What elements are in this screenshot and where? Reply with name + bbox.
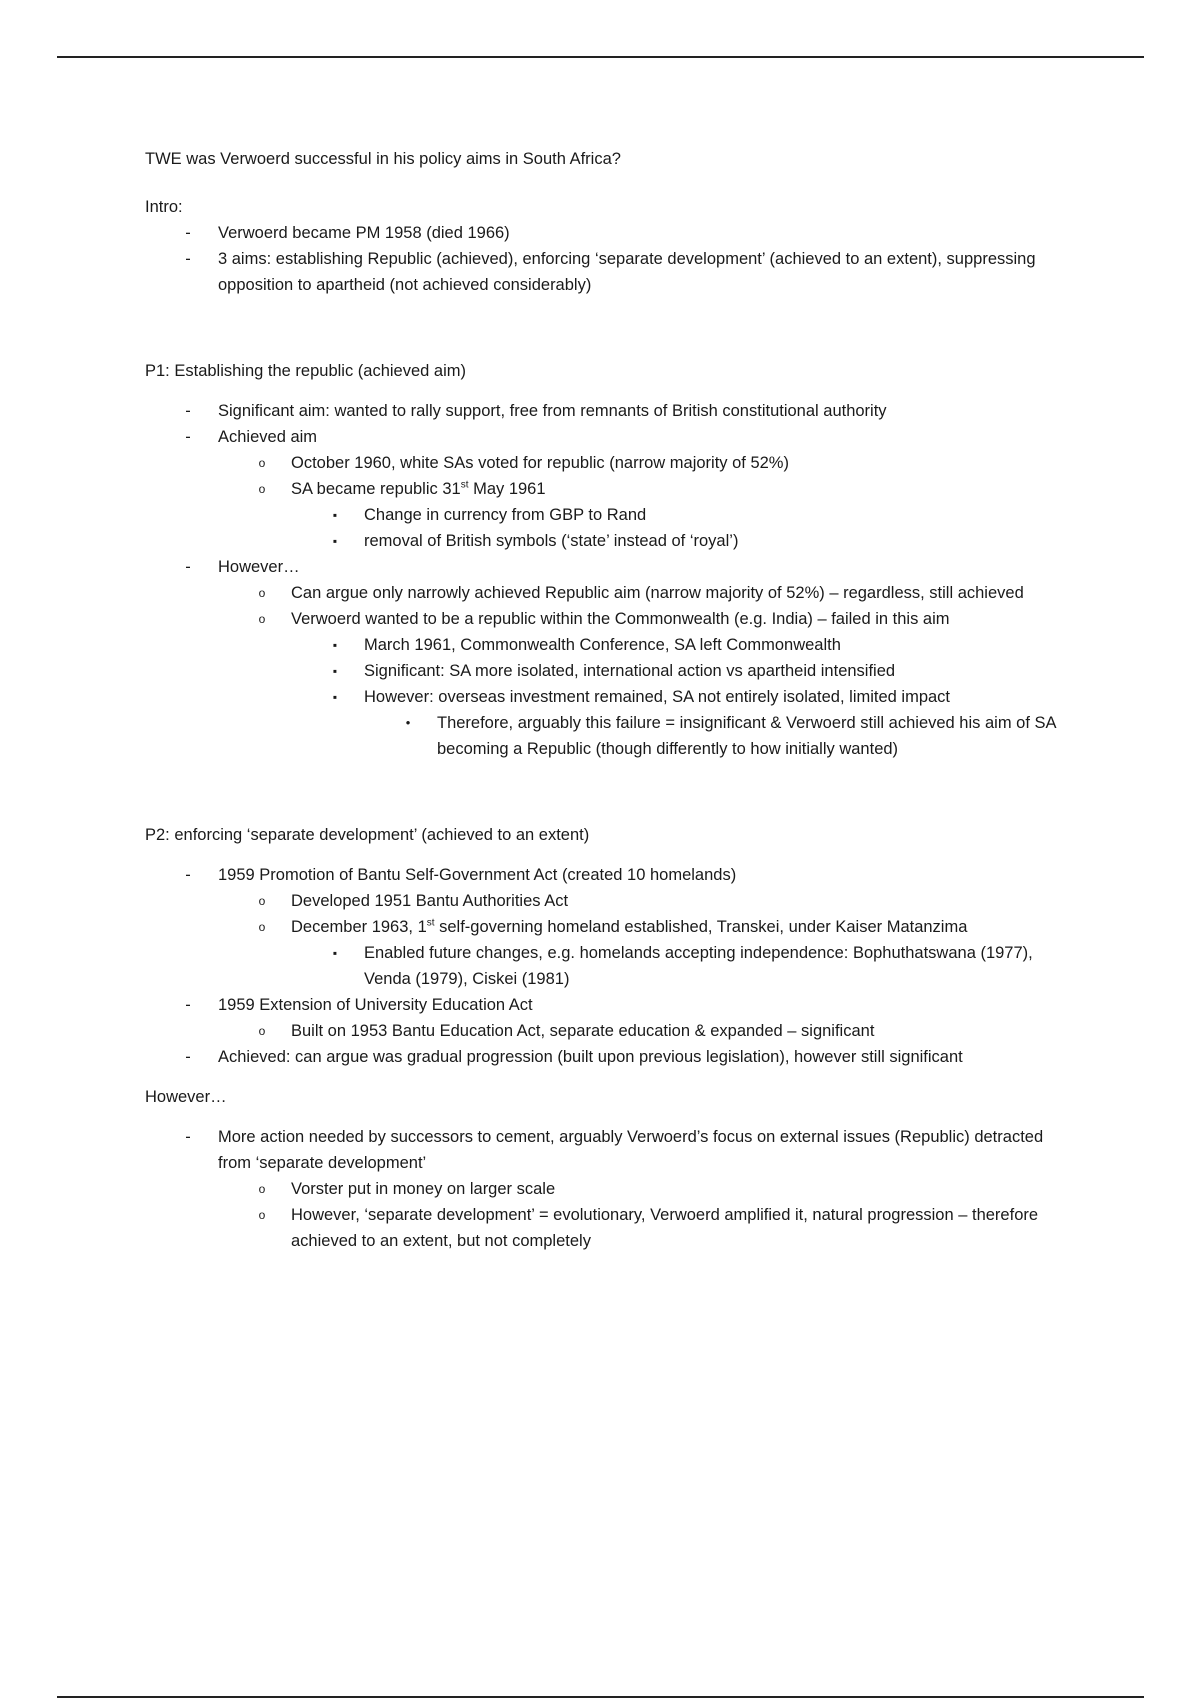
intro-item-text: Verwoerd became PM 1958 (died 1966)	[218, 224, 510, 242]
p2-subsubitem	[145, 940, 1065, 992]
p1-subitem	[145, 606, 1065, 632]
p1-october: October 1960, white SAs voted for republic (narrow majority of 52%)	[291, 454, 789, 472]
circle-bullet: o	[258, 1024, 266, 1038]
p1-item	[145, 398, 1065, 424]
intro-heading: Intro:	[145, 198, 183, 216]
p1-item	[145, 424, 1065, 450]
p1-march: March 1961, Commonwealth Conference, SA left Commonwealth	[364, 636, 841, 654]
p2-subitem	[145, 1176, 1065, 1202]
p1-item	[145, 554, 1065, 580]
p1-subsubitem	[145, 632, 1065, 658]
p2-however: However…	[145, 1088, 227, 1106]
circle-bullet: o	[258, 1208, 266, 1222]
essay-title: TWE was Verwoerd successful in his policy aims in South Africa?	[145, 150, 621, 168]
p2-item	[145, 992, 1065, 1018]
dash-bullet: -	[185, 1048, 191, 1066]
p2-enabled: Enabled future changes, e.g. homelands accepting independence: Bophuthatswana (1977), Venda (1979), Ciskei (1981)	[364, 944, 1033, 988]
p1-commonwealth: Verwoerd wanted to be a republic within the Commonwealth (e.g. India) – failed in this aim	[291, 610, 950, 628]
square-bullet: ▪	[332, 690, 338, 704]
p2-university: 1959 Extension of University Education Act	[218, 996, 533, 1014]
p1-therefore: Therefore, arguably this failure = insignificant & Verwoerd still achieved his aim of SA becoming a Republic (though differently to how initially wanted)	[437, 714, 1056, 758]
p2-more-action: More action needed by successors to cement, arguably Verwoerd’s focus on external issues (Republic) detracted from ‘separate development’	[218, 1128, 1044, 1172]
dash-bullet: -	[185, 996, 191, 1014]
square-bullet: ▪	[332, 638, 338, 652]
header-rule	[57, 56, 1144, 58]
p1-however: However…	[218, 558, 300, 576]
circle-bullet: o	[258, 612, 266, 626]
p2-subitem	[145, 1018, 1065, 1044]
square-bullet: ▪	[332, 534, 338, 548]
dash-bullet: -	[185, 250, 191, 268]
circle-bullet: o	[258, 456, 266, 470]
p2-vorster: Vorster put in money on larger scale	[291, 1180, 556, 1198]
p1-isolated: Significant: SA more isolated, international action vs apartheid intensified	[364, 662, 896, 680]
p1-heading: P1: Establishing the republic (achieved aim)	[145, 362, 467, 380]
dash-bullet: -	[185, 224, 191, 242]
dot-bullet: •	[405, 715, 411, 730]
p1-currency: Change in currency from GBP to Rand	[364, 506, 647, 524]
p2-subitem	[145, 888, 1065, 914]
p1-level4-item	[145, 710, 1065, 762]
p1-subitem	[145, 476, 1065, 502]
footer-rule	[57, 1696, 1144, 1698]
p1-achieved: Achieved aim	[218, 428, 318, 446]
square-bullet: ▪	[332, 508, 338, 522]
square-bullet: ▪	[332, 664, 338, 678]
p2-item	[145, 1044, 1065, 1070]
p2-developed: Developed 1951 Bantu Authorities Act	[291, 892, 569, 910]
p1-subsubitem	[145, 528, 1065, 554]
p2-built-on: Built on 1953 Bantu Education Act, separate education & expanded – significant	[291, 1022, 875, 1040]
p2-subitem	[145, 914, 1065, 940]
p1-symbols: removal of British symbols (‘state’ instead of ‘royal’)	[364, 532, 739, 550]
intro-item	[145, 220, 1065, 246]
p2-item	[145, 862, 1065, 888]
dash-bullet: -	[185, 402, 191, 420]
p2-bantu-act: 1959 Promotion of Bantu Self-Government Act (created 10 homelands)	[218, 866, 737, 884]
p2-heading: P2: enforcing ‘separate development’ (achieved to an extent)	[145, 826, 590, 844]
p2-item	[145, 1124, 1065, 1176]
p1-subsubitem	[145, 502, 1065, 528]
p1-investment: However: overseas investment remained, SA not entirely isolated, limited impact	[364, 688, 951, 706]
p1-subitem	[145, 580, 1065, 606]
p1-subitem	[145, 450, 1065, 476]
p1-subsubitem	[145, 658, 1065, 684]
intro-item	[145, 246, 1065, 298]
dash-bullet: -	[185, 558, 191, 576]
circle-bullet: o	[258, 894, 266, 908]
square-bullet: ▪	[332, 946, 338, 960]
circle-bullet: o	[258, 920, 266, 934]
dash-bullet: -	[185, 1128, 191, 1146]
p2-achieved: Achieved: can argue was gradual progression (built upon previous legislation), however still significant	[218, 1048, 963, 1066]
p2-december: December 1963, 1st self-governing homeland established, Transkei, under Kaiser Matanzima	[291, 917, 968, 936]
circle-bullet: o	[258, 482, 266, 496]
p1-significant: Significant aim: wanted to rally support, free from remnants of British constitutional authority	[218, 402, 887, 420]
p2-subitem	[145, 1202, 1065, 1254]
intro-item-text: 3 aims: establishing Republic (achieved), enforcing ‘separate development’ (achieved to an extent), suppressing opposition to apartheid (not achieved considerably)	[218, 250, 1036, 294]
document-body	[145, 146, 1065, 1254]
p2-evolutionary: However, ‘separate development’ = evolutionary, Verwoerd amplified it, natural progression – therefore achieved to an extent, but not completely	[291, 1206, 1039, 1250]
dash-bullet: -	[185, 428, 191, 446]
p1-republic-date: SA became republic 31st May 1961	[291, 479, 546, 498]
p1-subsubitem	[145, 684, 1065, 710]
dash-bullet: -	[185, 866, 191, 884]
circle-bullet: o	[258, 586, 266, 600]
circle-bullet: o	[258, 1182, 266, 1196]
p1-narrow: Can argue only narrowly achieved Republic aim (narrow majority of 52%) – regardless, still achieved	[291, 584, 1024, 602]
